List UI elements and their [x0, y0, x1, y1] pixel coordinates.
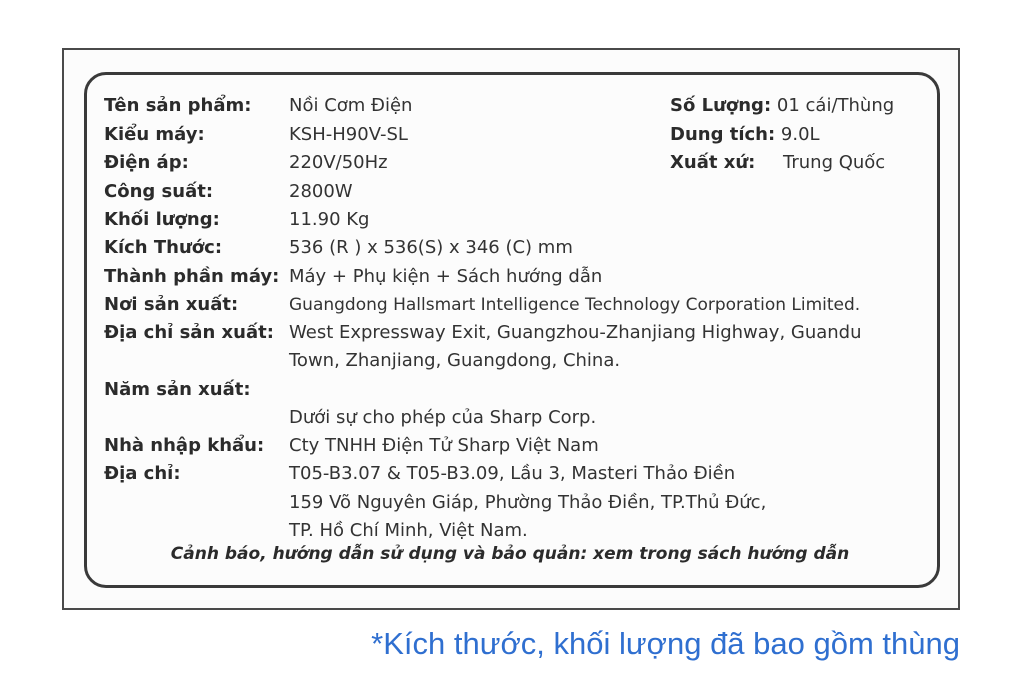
field-value: 11.90 Kg: [289, 209, 370, 230]
field-value: Town, Zhanjiang, Guangdong, China.: [289, 350, 621, 371]
field-key: Xuất xứ:: [670, 152, 756, 173]
field-value: 01 cái/Thùng: [776, 95, 895, 116]
field-quantity: [670, 95, 894, 117]
field-key: Công suất:: [104, 181, 214, 202]
field-value: Cty TNHH Điện Tử Sharp Việt Nam: [289, 435, 599, 456]
field-key: Nơi sản xuất:: [104, 294, 239, 315]
field-value: Máy + Phụ kiện + Sách hướng dẫn: [289, 266, 603, 287]
field-capacity: [670, 124, 820, 146]
field-key: Số Lượng:: [670, 95, 772, 116]
field-value: Dưới sự cho phép của Sharp Corp.: [289, 407, 597, 428]
field-value: 2800W: [289, 181, 353, 202]
field-value: Guangdong Hallsmart Intelligence Technology Corporation Limited.: [289, 295, 861, 315]
field-value: West Expressway Exit, Guangzhou-Zhanjiang Highway, Guandu: [289, 322, 862, 343]
usage-warning: Cảnh báo, hướng dẫn sử dụng và bảo quản: xem trong sách hướng dẫn: [170, 544, 850, 564]
field-key: Kích Thước:: [104, 237, 223, 258]
field-key: Địa chỉ:: [104, 463, 181, 484]
field-value: 159 Võ Nguyên Giáp, Phường Thảo Điền, TP.Thủ Đức,: [289, 492, 767, 513]
field-value: Trung Quốc: [783, 152, 886, 173]
field-value: Nồi Cơm Điện: [289, 95, 413, 116]
field-key: Thành phần máy:: [104, 266, 280, 287]
field-key: Năm sản xuất:: [104, 379, 251, 400]
field-key: Kiểu máy:: [104, 124, 205, 145]
field-key: Địa chỉ sản xuất:: [104, 322, 274, 343]
field-value: KSH-H90V-SL: [289, 124, 408, 145]
dimension-footnote: *Kích thước, khối lượng đã bao gồm thùng: [371, 626, 960, 661]
field-value: 9.0L: [780, 124, 820, 145]
field-key: Nhà nhập khẩu:: [104, 435, 265, 456]
field-value: 536 (R ) x 536(S) x 346 (C) mm: [289, 237, 573, 258]
field-key: Dung tích:: [670, 124, 776, 145]
field-key: Tên sản phẩm:: [104, 95, 252, 116]
field-value: T05-B3.07 & T05-B3.09, Lầu 3, Masteri Thảo Điền: [289, 463, 736, 484]
field-value: 220V/50Hz: [289, 152, 388, 173]
field-value: TP. Hồ Chí Minh, Việt Nam.: [289, 520, 528, 541]
field-key: Khối lượng:: [104, 209, 220, 230]
field-key: Điện áp:: [104, 152, 189, 173]
